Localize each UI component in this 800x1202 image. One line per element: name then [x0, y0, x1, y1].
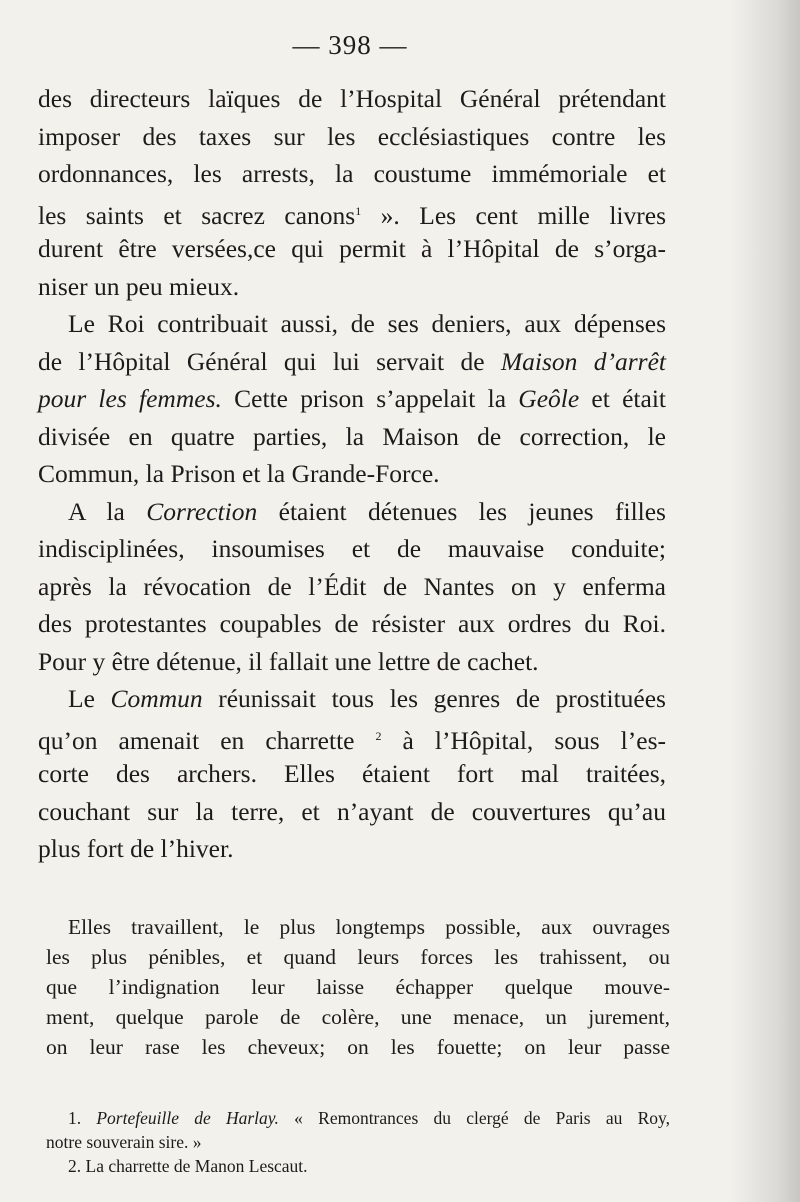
footnote-ref-2: 2: [375, 728, 382, 743]
text-line: imposer des taxes sur les ecclésiastiques contre les: [38, 121, 666, 151]
quote-line: ment, quelque parole de colère, une menace, un jurement,: [46, 1005, 670, 1029]
text-line: Pour y être détenue, il fallait une lettre de cachet.: [38, 646, 539, 676]
quote-line: que l’indignation leur laisse échapper quelque mouve-: [46, 975, 670, 999]
paragraph-1: [38, 80, 666, 305]
text-line: pour les femmes. Cette prison s’appelait la Geôle et était: [38, 384, 666, 413]
text-line: qu’on amenait en charrette $^2$ à l’Hôpital, sous l’es-: [38, 725, 666, 755]
text-line: durent être versées,ce qui permit à l’Hôpital de s’orga-: [38, 234, 666, 263]
paragraph-2: [38, 305, 666, 493]
text-line: après la révocation de l’Édit de Nantes on y enferma: [38, 571, 666, 601]
paragraph-3: [38, 493, 666, 681]
text-line: couchant sur la terre, et n’ayant de couvertures qu’au: [38, 796, 666, 826]
footnote-2: 2. La charrette de Manon Lescaut.: [68, 1156, 308, 1176]
page-number: — 398 —: [292, 30, 408, 60]
page-edge-shadow: [730, 0, 800, 1202]
text-line: des directeurs laïques de l’Hospital Général prétendant: [38, 84, 666, 113]
text-line: Le Commun réunissait tous les genres de prostituées: [68, 684, 666, 713]
footnotes: [46, 1106, 670, 1178]
footnote-ref-1: 1: [355, 203, 362, 218]
text-line: les saints et sacrez canons$^1$ ». Les cent mille livres: [38, 200, 666, 230]
text-line: Le Roi contribuait aussi, de ses deniers, aux dépenses: [68, 309, 666, 338]
text-line: ordonnances, les arrests, la coustume immémoriale et: [38, 159, 666, 188]
text-line: corte des archers. Elles étaient fort mal traitées,: [38, 759, 666, 788]
quote-line: on leur rase les cheveux; on les fouette; on leur passe: [46, 1035, 670, 1059]
text-line: indisciplinées, insoumises et de mauvaise conduite;: [38, 534, 666, 563]
quote-line: les plus pénibles, et quand leurs forces les trahissent, ou: [46, 945, 670, 969]
quote-line: Elles travaillent, le plus longtemps possible, aux ouvrages: [68, 915, 670, 939]
footnote-1-continuation: notre souverain sire. »: [46, 1132, 202, 1152]
text-line: plus fort de l’hiver.: [38, 834, 234, 863]
text-line: niser un peu mieux.: [38, 271, 240, 301]
footnote-1: 1. Portefeuille de Harlay. « Remontrances du clergé de Paris au Roy,: [68, 1108, 670, 1128]
text-line: divisée en quatre parties, la Maison de correction, le: [38, 421, 666, 451]
block-quote: [46, 912, 670, 1062]
body-text: [38, 80, 666, 868]
paragraph-4: [38, 680, 666, 868]
text-line: de l’Hôpital Général qui lui servait de Maison d’arrêt: [38, 346, 666, 376]
text-line: A la Correction étaient détenues les jeunes filles: [68, 496, 666, 526]
text-line: Commun, la Prison et la Grande-Force.: [38, 459, 440, 488]
text-line: des protestantes coupables de résister aux ordres du Roi.: [38, 609, 666, 638]
